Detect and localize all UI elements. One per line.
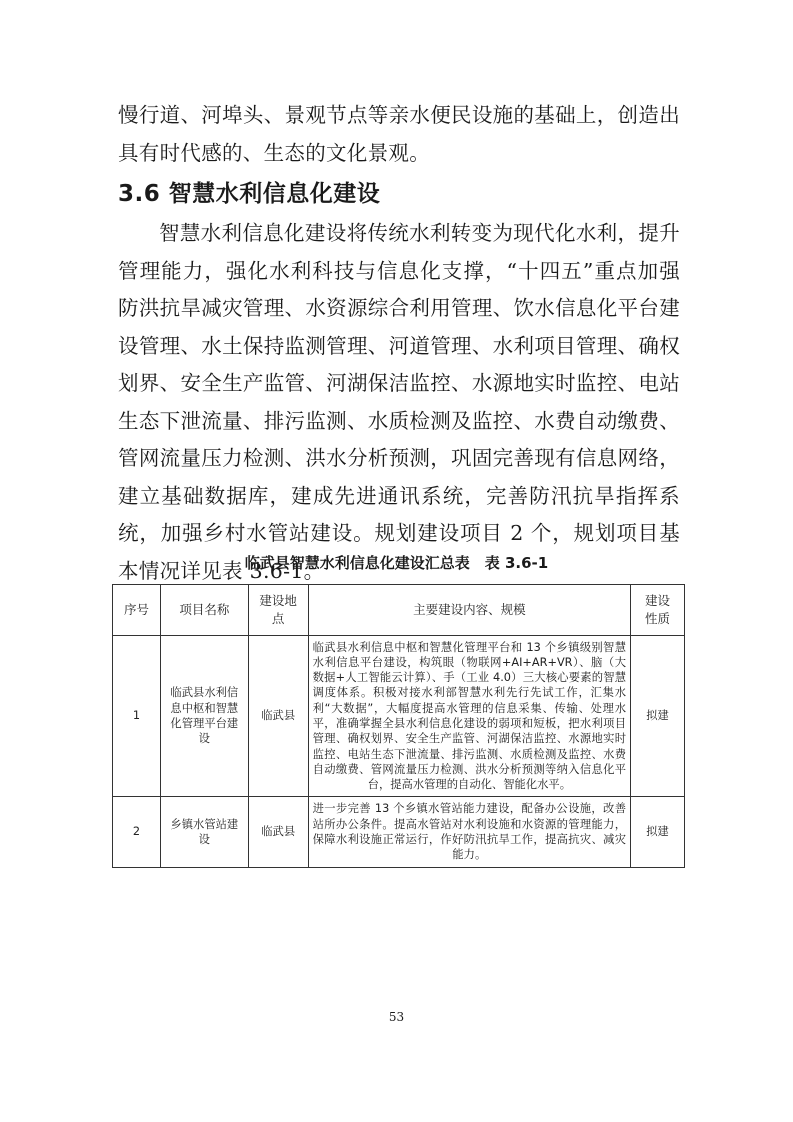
table-header-row (113, 585, 685, 636)
header-name: 项目名称 (160, 585, 248, 636)
cell-location: 临武县 (248, 797, 308, 868)
table-row (113, 636, 685, 797)
cell-nature: 拟建 (631, 797, 685, 868)
header-no: 序号 (113, 585, 161, 636)
header-content: 主要建设内容、规模 (308, 585, 630, 636)
cell-no: 2 (113, 797, 161, 868)
table-row (113, 797, 685, 868)
cell-location: 临武县 (248, 636, 308, 797)
intro-paragraph: 慢行道、河埠头、景观节点等亲水便民设施的基础上，创造出具有时代感的、生态的文化景观。 (118, 103, 680, 165)
section-heading: 3.6 智慧水利信息化建设 (118, 181, 381, 207)
cell-content: 进一步完善 13 个乡镇水管站能力建设，配备办公设施，改善站所办公条件。提高水管站对水利设施和水资源的管理能力，保障水利设施正常运行，作好防汛抗旱工作，提高抗灾、减灾能力。 (308, 797, 630, 868)
cell-name: 乡镇水管站建设 (160, 797, 248, 868)
page-number: 53 (388, 1010, 405, 1024)
cell-content: 临武县水利信息中枢和智慧化管理平台和 13 个乡镇级别智慧水利信息平台建设，构筑眼（物联网+AI+AR+VR）、脑（大数据+人工智能云计算）、手（工业 4.0）三大核心要素的智慧调度体系。积极对接水利部智慧水利先行先试工作，汇集水利“大数据”，大幅度提高水管理的信息采集、传输、处理水平，准确掌握全县水利信息化建设的弱项和短板，把水利项目管理、确权划界、安全生产监管、河湖保洁监控、水源地实时监控、电站生态下泄流量、排污监测、水质检测及监控、水费自动缴费、管网流量压力检测、洪水分析预测等纳入信息化平台，提高水管理的自动化、智能化水平。 (308, 636, 630, 797)
table-caption: 临武县智慧水利信息化建设汇总表 表 3.6-1 (244, 554, 549, 572)
section-paragraph: 智慧水利信息化建设将传统水利转变为现代化水利，提升管理能力，强化水利科技与信息化支撑，“十四五”重点加强防洪抗旱减灾管理、水资源综合利用管理、饮水信息化平台建设管理、水土保持监测管理、河道管理、水利项目管理、确权划界、安全生产监管、河湖保洁监控、水源地实时监控、电站生态下泄流量、排污监测、水质检测及监控、水费自动缴费、管网流量压力检测、洪水分析预测，巩固完善现有信息网络，建立基础数据库，建成先进通讯系统，完善防汛抗旱指挥系统，加强乡村水管站建设。规划建设项目 2 个，规划项目基本情况详见表 3.6-1。 (118, 221, 680, 583)
header-nature: 建设性质 (631, 585, 685, 636)
cell-nature: 拟建 (631, 636, 685, 797)
header-location: 建设地点 (248, 585, 308, 636)
cell-no: 1 (113, 636, 161, 797)
cell-name: 临武县水利信息中枢和智慧化管理平台建设 (160, 636, 248, 797)
summary-table (112, 584, 685, 868)
